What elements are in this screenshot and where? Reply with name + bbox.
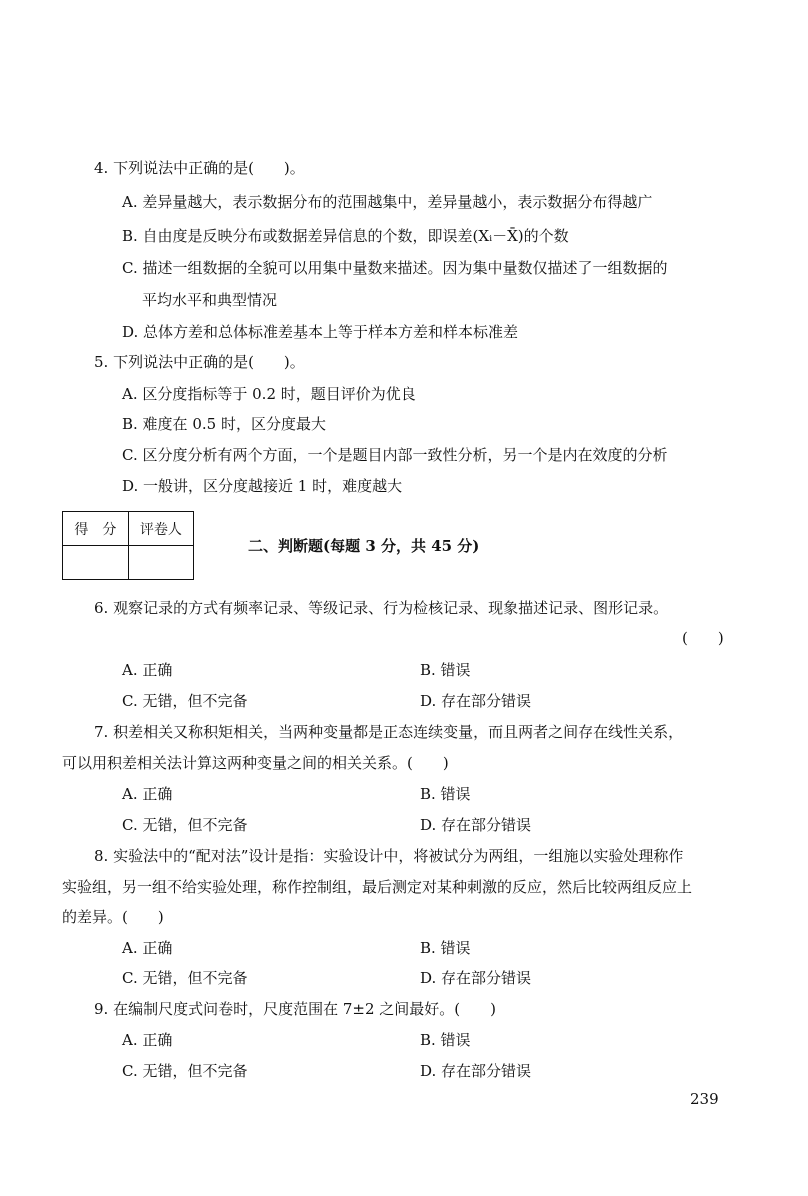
- q5-option-c: C. 区分度分析有两个方面，一个是题目内部一致性分析，另一个是内在效度的分析: [122, 446, 668, 464]
- q4-option-c: C. 描述一组数据的全貌可以用集中量数来描述。因为集中量数仅描述了一组数据的: [122, 259, 668, 277]
- q7-option-d: D. 存在部分错误: [420, 816, 532, 834]
- q7-stem-cont: 可以用积差相关法计算这两种变量之间的相关关系。( ): [62, 754, 449, 772]
- q8-option-a: A. 正确: [122, 939, 173, 957]
- q4-option-d: D. 总体方差和总体标准差基本上等于样本方差和样本标准差: [122, 323, 519, 341]
- q6-answer-bracket: ( ): [682, 629, 724, 647]
- q7-option-c: C. 无错，但不完备: [122, 816, 248, 834]
- section-title: 二、判断题(每题 3 分，共 45 分): [248, 537, 480, 555]
- q9-option-c: C. 无错，但不完备: [122, 1062, 248, 1080]
- page-number: 239: [690, 1090, 719, 1108]
- grader-cell: [128, 546, 193, 580]
- q4-stem: 4. 下列说法中正确的是( )。: [94, 159, 305, 177]
- q6-option-c: C. 无错，但不完备: [122, 692, 248, 710]
- q5-option-a: A. 区分度指标等于 0.2 时，题目评价为优良: [122, 385, 416, 403]
- grader-header: 评卷人: [128, 512, 193, 546]
- q6-stem: 6. 观察记录的方式有频率记录、等级记录、行为检核记录、现象描述记录、图形记录。: [94, 599, 669, 617]
- q8-stem: 8. 实验法中的“配对法”设计是指：实验设计中，将被试分为两组，一组施以实验处理称作: [94, 847, 684, 865]
- q9-option-a: A. 正确: [122, 1031, 173, 1049]
- q4-option-b: B. 自由度是反映分布或数据差异信息的个数，即误差(Xᵢ－X̄)的个数: [122, 227, 569, 245]
- score-box: [62, 511, 194, 580]
- q6-option-b: B. 错误: [420, 661, 471, 679]
- q8-option-c: C. 无错，但不完备: [122, 969, 248, 987]
- score-cell: [63, 546, 129, 580]
- q7-option-a: A. 正确: [122, 785, 173, 803]
- q8-stem-cont-2: 的差异。( ): [62, 908, 164, 926]
- score-header: 得 分: [63, 512, 129, 546]
- q9-stem: 9. 在编制尺度式问卷时，尺度范围在 7±2 之间最好。( ): [94, 1000, 496, 1018]
- q5-option-b: B. 难度在 0.5 时，区分度最大: [122, 415, 326, 433]
- q8-stem-cont-1: 实验组，另一组不给实验处理，称作控制组，最后测定对某种刺激的反应，然后比较两组反应上: [62, 878, 693, 896]
- q9-option-d: D. 存在部分错误: [420, 1062, 532, 1080]
- q4-option-a: A. 差异量越大，表示数据分布的范围越集中，差异量越小，表示数据分布得越广: [122, 193, 653, 211]
- q8-option-b: B. 错误: [420, 939, 471, 957]
- q5-option-d: D. 一般讲，区分度越接近 1 时，难度越大: [122, 477, 403, 495]
- q6-option-a: A. 正确: [122, 661, 173, 679]
- q4-option-c-cont: 平均水平和典型情况: [142, 291, 278, 309]
- q5-stem: 5. 下列说法中正确的是( )。: [94, 353, 305, 371]
- q7-option-b: B. 错误: [420, 785, 471, 803]
- q9-option-b: B. 错误: [420, 1031, 471, 1049]
- q7-stem: 7. 积差相关又称积矩相关，当两种变量都是正态连续变量，而且两者之间存在线性关系，: [94, 723, 684, 741]
- q6-option-d: D. 存在部分错误: [420, 692, 532, 710]
- q8-option-d: D. 存在部分错误: [420, 969, 532, 987]
